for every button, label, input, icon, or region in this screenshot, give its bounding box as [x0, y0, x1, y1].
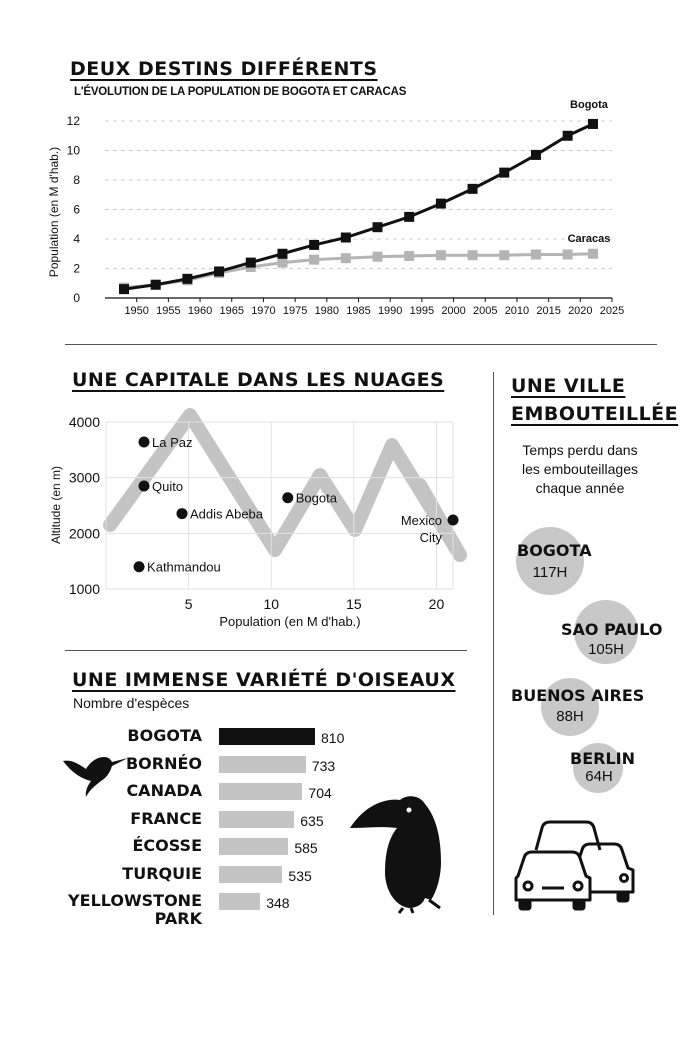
scatter-point-label: City — [419, 529, 442, 545]
scatter-point-label: Bogota — [295, 490, 337, 506]
scatter-chart-y-tick-label: 2000 — [68, 525, 100, 542]
line-chart-x-tick-label: 2015 — [536, 305, 561, 317]
traffic-city-label: BUENOS AIRES — [511, 686, 645, 705]
bar-value-label: 535 — [288, 867, 312, 884]
traffic-subtitle-line1: Temps perdu dans — [522, 442, 638, 458]
scatter-chart-x-tick-label: 5 — [184, 596, 193, 612]
line-chart-y-tick-label: 2 — [73, 261, 80, 276]
traffic-subtitle-line3: chaque année — [535, 480, 625, 496]
traffic-bubble-bogota — [516, 527, 584, 595]
bar-category-label-line: ÉCOSSE — [132, 836, 202, 855]
line-chart-y-tick-label: 10 — [66, 143, 80, 158]
bar-category-label-line: YELLOWSTONE — [68, 891, 202, 910]
line-chart-y-axis-label: Population (en M d'hab.) — [47, 146, 61, 278]
bar-category-label-line: FRANCE — [130, 808, 202, 828]
scatter-point-label: Kathmandou — [147, 559, 221, 575]
traffic-city-label: BOGOTA — [517, 541, 592, 560]
bar-value-label: 704 — [308, 785, 332, 801]
scatter-chart-x-axis-label: Population (en M d'hab.) — [219, 614, 361, 629]
line-chart-x-tick-label: 2000 — [441, 305, 466, 317]
bar-category-label-line: TURQUIE — [122, 863, 202, 883]
scatter-point-label: Addis Abeba — [190, 506, 264, 522]
line-chart-x-tick-label: 1965 — [219, 305, 244, 317]
line-chart-x-tick-label: 1990 — [377, 305, 403, 317]
traffic-title-line1: UNE VILLE — [511, 375, 626, 397]
line-chart-x-tick-label: 1995 — [409, 305, 435, 317]
line-chart-y-tick-label: 6 — [73, 202, 80, 217]
scatter-chart-y-tick-label: 4000 — [68, 414, 100, 430]
line-chart-title: DEUX DESTINS DIFFÉRENTS — [70, 58, 378, 80]
bar-value-label: 348 — [266, 895, 290, 911]
line-chart-subtitle: L'ÉVOLUTION DE LA POPULATION DE BOGOTA ET CARACAS — [74, 86, 407, 98]
bar-chart-title: UNE IMMENSE VARIÉTÉ D'OISEAUX — [72, 669, 456, 691]
traffic-hours-label: 117H — [532, 564, 568, 581]
line-chart-x-tick-label: 1975 — [282, 305, 308, 317]
line-chart-y-tick-label: 4 — [73, 232, 80, 246]
traffic-subtitle-line2: les embouteillages — [522, 461, 638, 477]
traffic-hours-label: 105H — [588, 641, 624, 658]
scatter-chart-x-tick-label: 15 — [346, 596, 362, 612]
line-chart-x-tick-label: 1950 — [124, 305, 149, 317]
scatter-chart-y-axis-label: Altitude (en m) — [49, 465, 63, 545]
bar-value-label: 810 — [321, 730, 345, 746]
line-chart-x-tick-label: 2005 — [473, 305, 498, 317]
scatter-chart-title: UNE CAPITALE DANS LES NUAGES — [72, 369, 445, 391]
line-chart-y-tick-label: 0 — [73, 291, 80, 305]
bar-value-label: 733 — [311, 757, 336, 774]
line-chart-x-tick-label: 1960 — [187, 305, 213, 317]
bar-category-label-line: BORNÉO — [125, 753, 202, 773]
line-chart-y-tick-label: 12 — [66, 114, 80, 128]
traffic-title-line2: EMBOUTEILLÉE — [511, 403, 679, 425]
scatter-chart-y-tick-label: 1000 — [68, 581, 100, 597]
traffic-city-label: SAO PAULO — [561, 620, 663, 639]
traffic-hours-label: 88H — [556, 708, 584, 725]
scatter-chart-x-tick-label: 20 — [428, 596, 445, 612]
scatter-point-label: Mexico — [400, 512, 442, 528]
scatter-point-label: La Paz — [152, 435, 193, 451]
traffic-cars-icon — [514, 820, 638, 912]
line-chart-y-tick-label: 8 — [73, 173, 80, 187]
bar-value-label: 635 — [300, 812, 324, 829]
line-chart-x-tick-label: 2010 — [504, 305, 530, 317]
bar-category-label-line: PARK — [154, 909, 202, 928]
bar-category-label-line: BOGOTA — [127, 726, 202, 745]
line-chart-x-tick-label: 2025 — [599, 305, 625, 317]
line-chart-legend-bogota: Bogota — [570, 98, 608, 111]
line-chart-x-tick-label: 2020 — [568, 305, 593, 317]
scatter-chart-x-tick-label: 10 — [263, 596, 280, 612]
bar-chart-subtitle: Nombre d'espèces — [73, 695, 190, 711]
scatter-point-label: Quito — [152, 479, 184, 495]
line-chart-x-tick-label: 1985 — [346, 305, 371, 317]
line-chart-x-tick-label: 1955 — [156, 305, 181, 317]
bar-category-label-line: CANADA — [126, 781, 202, 800]
traffic-hours-label: 64H — [585, 768, 613, 785]
line-chart-legend-caracas: Caracas — [567, 232, 611, 245]
bar-value-label: 585 — [294, 840, 318, 856]
traffic-city-label: BERLIN — [570, 749, 635, 768]
scatter-chart-y-tick-label: 3000 — [68, 469, 100, 486]
line-chart-x-tick-label: 1980 — [314, 305, 340, 317]
line-chart-x-tick-label: 1970 — [251, 305, 276, 317]
